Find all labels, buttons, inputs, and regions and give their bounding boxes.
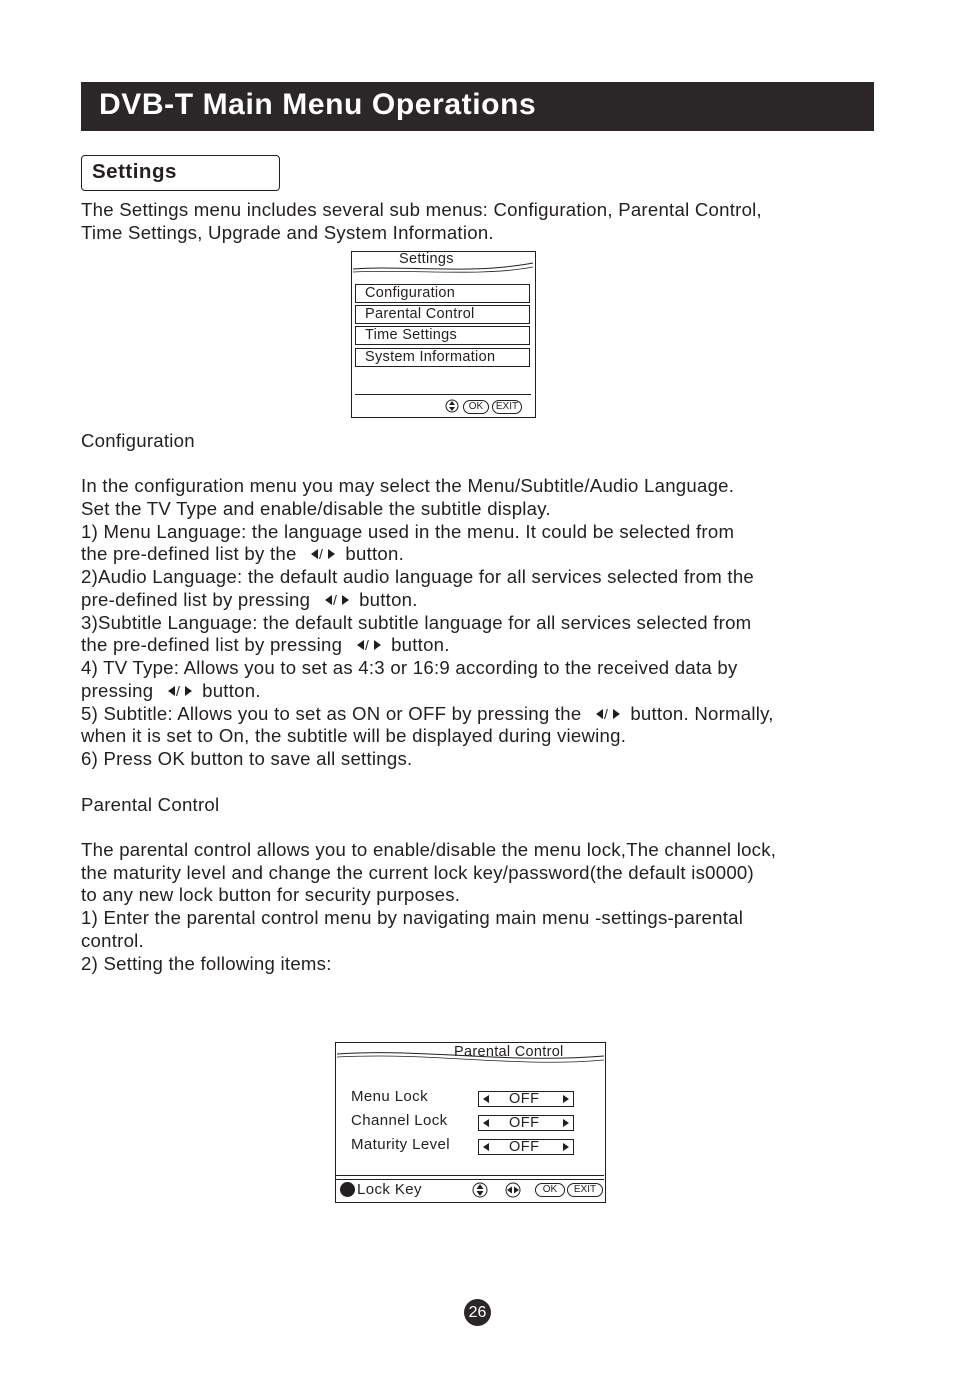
settings-menu-footer-divider: [355, 394, 531, 395]
configuration-line: when it is set to On, the subtitle will be displayed during viewing.: [81, 725, 627, 746]
up-down-icon: [445, 399, 459, 413]
left-right-arrows-icon: [316, 593, 354, 607]
configuration-text: button.: [202, 680, 261, 701]
configuration-line: [81, 589, 418, 611]
maturity-level-selector[interactable]: [478, 1139, 574, 1155]
left-right-arrows-icon: [302, 547, 340, 561]
parental-menu-footer-divider: [336, 1179, 604, 1180]
section-title: Settings: [92, 160, 177, 183]
lock-key-dot-icon: [340, 1182, 355, 1197]
menu-item-label: Parental Control: [365, 306, 475, 322]
up-down-icon: [472, 1182, 488, 1198]
menu-item-system-information[interactable]: [355, 348, 530, 367]
configuration-line: In the configuration menu you may select the Menu/Subtitle/Audio Language.: [81, 475, 735, 496]
parental-menu-title: Parental Control: [454, 1044, 564, 1060]
parental-line: the maturity level and change the current lock key/password(the default is0000): [81, 862, 754, 883]
parental-heading: Parental Control: [81, 794, 220, 815]
configuration-text: the pre-defined list by pressing: [81, 634, 343, 655]
menu-item-label: System Information: [365, 349, 496, 365]
menu-lock-label: Menu Lock: [351, 1088, 428, 1105]
right-arrow-icon[interactable]: [561, 1142, 571, 1152]
configuration-text: 5) Subtitle: Allows you to set as ON or OFF by pressing the: [81, 703, 582, 724]
settings-menu-title: Settings: [399, 251, 454, 267]
configuration-line: [81, 634, 450, 656]
maturity-level-label: Maturity Level: [351, 1136, 450, 1153]
exit-key: EXIT: [492, 400, 522, 414]
lock-key-label: Lock Key: [357, 1181, 422, 1198]
configuration-text: button.: [391, 634, 450, 655]
configuration-text: button.: [345, 543, 405, 564]
maturity-level-value: OFF: [509, 1139, 540, 1155]
svg-text:/: /: [603, 707, 609, 721]
menu-item-time-settings[interactable]: [355, 326, 530, 345]
parental-line: control.: [81, 930, 144, 951]
right-arrow-icon[interactable]: [561, 1094, 571, 1104]
parental-line: The parental control allows you to enable/disable the menu lock,The channel lock,: [81, 839, 777, 860]
configuration-text: the pre-defined list by the: [81, 543, 297, 564]
channel-lock-selector[interactable]: [478, 1115, 574, 1131]
right-arrow-icon[interactable]: [561, 1118, 571, 1128]
channel-lock-label: Channel Lock: [351, 1112, 448, 1129]
configuration-text: button.: [359, 589, 418, 610]
intro-line-1: The Settings menu includes several sub menus: Configuration, Parental Control,: [81, 199, 762, 220]
left-arrow-icon[interactable]: [481, 1142, 491, 1152]
menu-item-label: Time Settings: [365, 327, 458, 343]
ok-key: OK: [535, 1183, 565, 1197]
menu-item-parental-control[interactable]: [355, 305, 530, 324]
parental-line: to any new lock button for security purposes.: [81, 884, 461, 905]
menu-item-configuration[interactable]: [355, 284, 530, 303]
intro-line-2: Time Settings, Upgrade and System Information.: [81, 222, 494, 243]
left-right-arrows-icon: [348, 638, 386, 652]
exit-key: EXIT: [567, 1183, 603, 1197]
configuration-text: button. Normally,: [630, 703, 774, 724]
configuration-line: [81, 543, 404, 565]
configuration-line: 6) Press OK button to save all settings.: [81, 748, 413, 769]
menu-lock-selector[interactable]: [478, 1091, 574, 1107]
configuration-line: Set the TV Type and enable/disable the subtitle display.: [81, 498, 551, 519]
svg-text:/: /: [318, 547, 324, 561]
menu-item-label: Configuration: [365, 285, 456, 301]
left-right-arrows-icon: [159, 684, 197, 698]
left-arrow-icon[interactable]: [481, 1118, 491, 1128]
configuration-heading: Configuration: [81, 430, 195, 451]
configuration-line: 2)Audio Language: the default audio language for all services selected from the: [81, 566, 755, 587]
left-right-icon: [505, 1182, 521, 1198]
ok-key: OK: [463, 400, 489, 414]
parental-menu-footer-divider: [336, 1175, 604, 1176]
parental-line: 1) Enter the parental control menu by navigating main menu -settings-parental: [81, 907, 744, 928]
svg-text:/: /: [364, 638, 369, 652]
parental-line: 2) Setting the following items:: [81, 953, 332, 974]
left-arrow-icon[interactable]: [481, 1094, 491, 1104]
configuration-line: 4) TV Type: Allows you to set as 4:3 or 16:9 according to the received data by: [81, 657, 738, 678]
configuration-line: [81, 703, 774, 725]
configuration-text: pre-defined list by pressing: [81, 589, 311, 610]
svg-text:/: /: [175, 684, 180, 698]
page-title: DVB-T Main Menu Operations: [99, 88, 537, 121]
configuration-text: pressing: [81, 680, 154, 701]
page-number: 26: [464, 1299, 491, 1326]
configuration-line: [81, 680, 261, 702]
channel-lock-value: OFF: [509, 1115, 540, 1131]
configuration-line: 3)Subtitle Language: the default subtitle language for all services selected from: [81, 612, 752, 633]
menu-lock-value: OFF: [509, 1091, 540, 1107]
configuration-line: 1) Menu Language: the language used in the menu. It could be selected from: [81, 521, 735, 542]
svg-text:/: /: [332, 593, 337, 607]
left-right-arrows-icon: [587, 707, 625, 721]
